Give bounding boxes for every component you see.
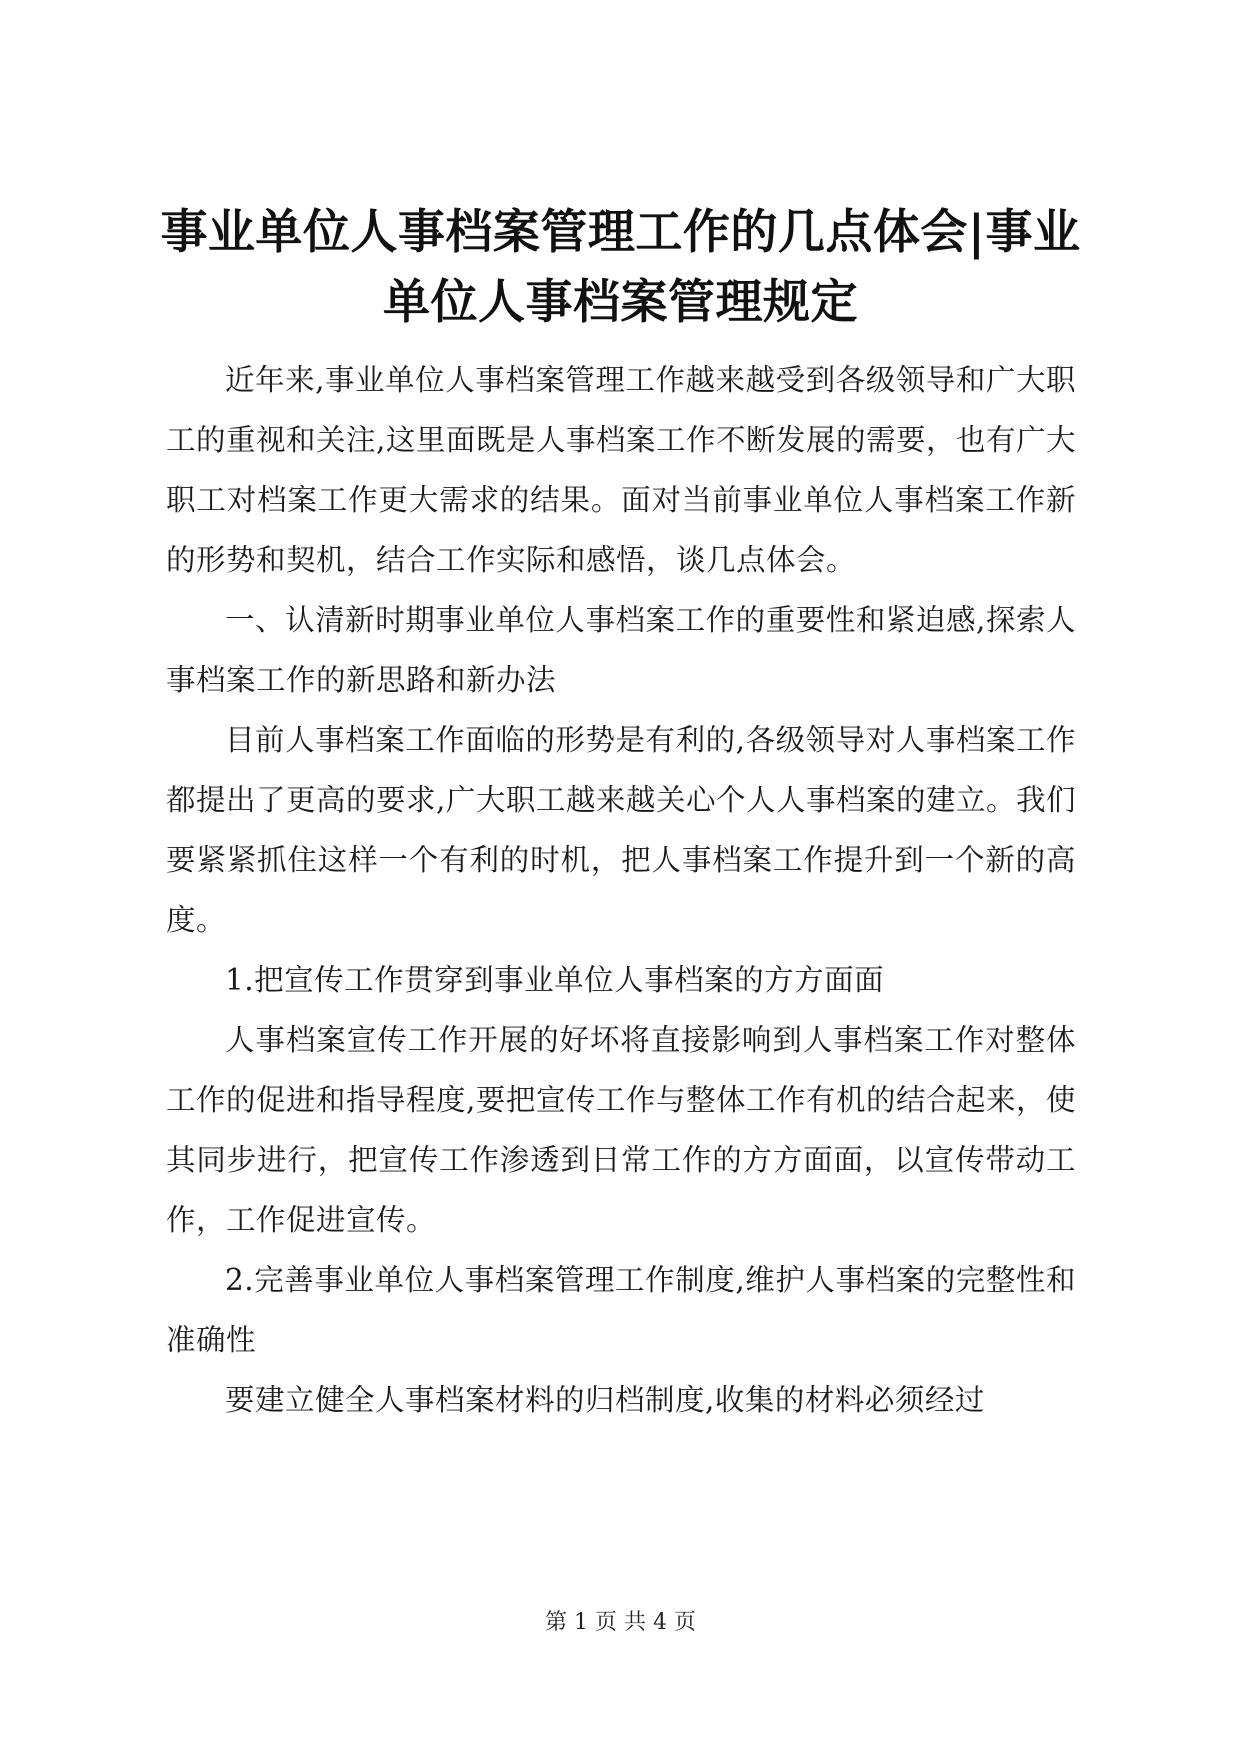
paragraph-situation: 目前人事档案工作面临的形势是有利的,各级领导对人事档案工作都提出了更高的要求,广大职工越来越关心个人人事档案的建立。我们要紧紧抓住这样一个有利的时机，把人事档案工作提升到一个新的高度。 [166,723,1076,937]
document-title [150,198,1091,338]
title-line-1: 事业单位人事档案管理工作的几点体会|事业 [160,205,1081,260]
section-heading-1: 一、认清新时期事业单位人事档案工作的重要性和紧迫感,探索人事档案工作的新思路和新办法 [166,603,1076,697]
page-number-footer: 第 1 页 共 4 页 [545,1610,696,1635]
subheading-1: 1.把宣传工作贯穿到事业单位人事档案的方方面面 [225,963,885,997]
paragraph-intro: 近年来,事业单位人事档案管理工作越来越受到各级领导和广大职工的重视和关注,这里面既是人事档案工作不断发展的需要，也有广大职工对档案工作更大需求的结果。面对当前事业单位人事档案工作新的形势和契机，结合工作实际和感悟，谈几点体会。 [166,363,1076,577]
document-body [166,350,1076,1430]
paragraph-filing: 要建立健全人事档案材料的归档制度,收集的材料必须经过 [225,1383,985,1417]
title-line-2: 单位人事档案管理规定 [383,275,858,330]
subheading-2: 2.完善事业单位人事档案管理工作制度,维护人事档案的完整性和准确性 [166,1263,1076,1357]
paragraph-publicity: 人事档案宣传工作开展的好坏将直接影响到人事档案工作对整体工作的促进和指导程度,要把宣传工作与整体工作有机的结合起来，使其同步进行，把宣传工作渗透到日常工作的方方面面，以宣传带动工作，工作促进宣传。 [166,1023,1076,1237]
